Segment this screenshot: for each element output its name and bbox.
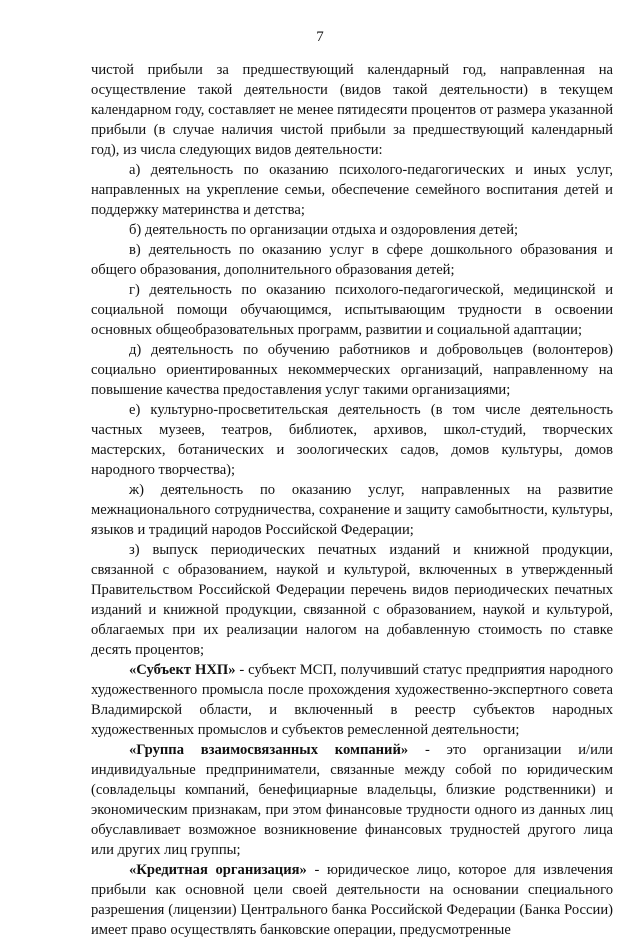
list-item-g: г) деятельность по оказанию психолого-педагогической, медицинской и социальной помощи обучающимся, испытывающим трудности в освоении основных общеобразовательных программ, развитии и социальной адаптации; [91, 282, 613, 338]
definition-related-companies [91, 740, 613, 860]
defined-term: «Группа взаимосвязанных компаний» [129, 742, 409, 758]
list-item-a: а) деятельность по оказанию психолого-педагогических и иных услуг, направленных на укрепление семьи, обеспечение семейного воспитания детей и поддержку материнства и детства; [91, 162, 613, 218]
page-number: 7 [316, 29, 324, 45]
list-item-e: е) культурно-просветительская деятельность (в том числе деятельность частных музеев, театров, библиотек, архивов, школ-студий, творческих мастерских, ботанических и зоологических садов, домов культуры, домов народного творчества); [91, 402, 613, 478]
list-item-v: в) деятельность по оказанию услуг в сфере дошкольного образования и общего образования, дополнительного образования детей; [91, 242, 613, 278]
definition-text: - это организации и/или индивидуальные предприниматели, связанные между собой по юридическим (совладельцы компаний, бенефициарные владельцы, близкие родственники) и экономическим признакам, при этом финансовые трудности одного из данных лиц обуславливает возможное возникновение финансовых трудностей другого лица или других лиц группы; [91, 742, 613, 858]
definition-subject-nhp [91, 660, 613, 740]
defined-term: «Кредитная организация» [129, 862, 307, 878]
definition-text: - субъект МСП, получивший статус предприятия народного художественного промысла после прохождения художественно-экспертного совета Владимирской области, и включенный в реестр субъектов народных художественных промыслов и субъектов ремесленной деятельности; [91, 662, 613, 738]
list-item-d: д) деятельность по обучению работников и добровольцев (волонтеров) социально ориентированных некоммерческих организаций, направленному на повышение качества предоставления услуг такими организациями; [91, 342, 613, 398]
list-item-b: б) деятельность по организации отдыха и оздоровления детей; [129, 222, 519, 238]
defined-term: «Субъект НХП» [129, 662, 236, 678]
definition-credit-organization [91, 860, 613, 940]
definition-text: - юридическое лицо, которое для извлечения прибыли как основной цели своей деятельности на основании специального разрешения (лицензии) Центрального банка Российской Федерации (Банка России) имеет право осуществлять банковские операции, предусмотренные [91, 862, 613, 938]
list-item-zh: ж) деятельность по оказанию услуг, направленных на развитие межнационального сотрудничества, сохранение и защиту самобытности, культуры, языков и традиций народов Российской Федерации; [91, 482, 613, 538]
list-item-z: з) выпуск периодических печатных изданий и книжной продукции, связанной с образованием, наукой и культурой, включенных в утвержденный Правительством Российской Федерации перечень видов периодических печатных изданий и книжной продукции, связанной с образованием, наукой и культурой, облагаемых при их реализации налогом на добавленную стоимость по ставке десять процентов; [91, 542, 613, 658]
paragraph-continuation: чистой прибыли за предшествующий календарный год, направленная на осуществление такой деятельности (видов такой деятельности) в текущем календарном году, составляет не менее пятидесяти процентов от размера указанной прибыли (в случае наличия чистой прибыли за предшествующий календарный год), из числа следующих видов деятельности: [91, 62, 613, 158]
document-body [91, 60, 613, 940]
